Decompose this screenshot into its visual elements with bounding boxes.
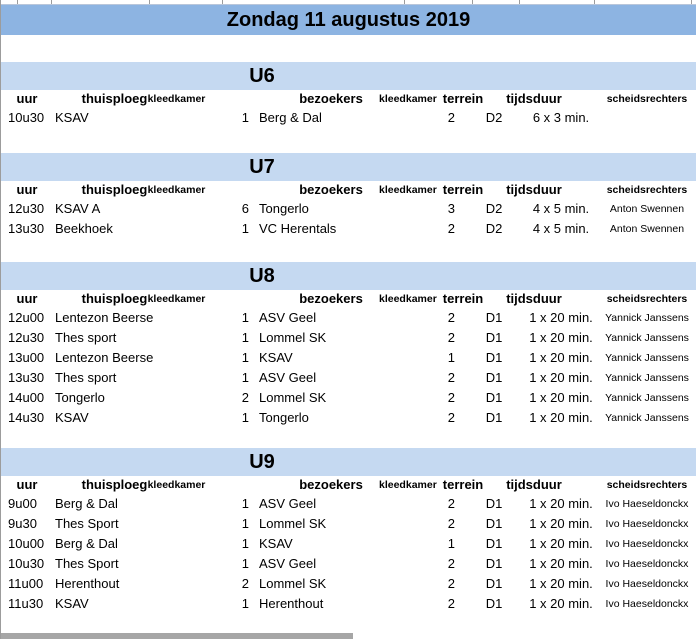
gridline: [594, 0, 595, 4]
cell-tijdsduur: 1 x 20 min.: [529, 516, 593, 531]
cell-terrein: D1: [485, 350, 503, 365]
table-row: [1, 108, 696, 128]
cell-tijdsduur: 4 x 5 min.: [532, 221, 590, 236]
col-header-thuisploeg: thuisploeg: [81, 477, 148, 492]
col-header-tijdsduur: tijdsduur: [506, 291, 562, 306]
cell-thuisploeg: Berg & Dal: [55, 536, 118, 551]
cell-bezoekers: ASV Geel: [259, 496, 317, 511]
date-title: Zondag 11 augustus 2019: [226, 8, 471, 31]
col-header-bezoekers: bezoekers: [299, 91, 363, 106]
cell-scheidsrechter: Yannick Janssens: [605, 312, 689, 324]
col-header-bezoekers: bezoekers: [299, 477, 363, 492]
section-title: U8: [249, 264, 275, 287]
cell-kleedkamer-bezoekers: 2: [447, 221, 455, 236]
cell-tijdsduur: 1 x 20 min.: [529, 576, 593, 591]
cell-bezoekers: ASV Geel: [259, 556, 317, 571]
cell-uur: 14u30: [8, 410, 45, 425]
cell-bezoekers: ASV Geel: [259, 310, 317, 325]
cell-bezoekers: Lommel SK: [259, 390, 327, 405]
table-row: [1, 219, 696, 239]
cell-bezoekers: Lommel SK: [259, 516, 327, 531]
cell-scheidsrechter: Ivo Haeseldonckx: [605, 578, 689, 590]
cell-uur: 13u00: [8, 350, 45, 365]
col-header-tijdsduur: tijdsduur: [506, 477, 562, 492]
age-group-section: [1, 262, 696, 428]
cell-kleedkamer-thuis: 1: [241, 221, 249, 236]
cell-kleedkamer-thuis: 1: [241, 410, 249, 425]
cell-scheidsrechter: Anton Swennen: [609, 223, 685, 235]
cell-kleedkamer-bezoekers: 2: [447, 390, 455, 405]
cell-thuisploeg: Thes sport: [55, 370, 117, 385]
table-row: [1, 408, 696, 428]
cell-bezoekers: Lommel SK: [259, 576, 327, 591]
cell-bezoekers: ASV Geel: [259, 370, 317, 385]
cell-uur: 10u30: [8, 110, 45, 125]
table-row: [1, 594, 696, 614]
cell-thuisploeg: Berg & Dal: [55, 496, 118, 511]
col-header-kleedkamer-thuis: kleedkamer: [147, 479, 206, 491]
column-header-row: [1, 181, 696, 199]
cell-kleedkamer-thuis: 2: [241, 390, 249, 405]
cell-kleedkamer-bezoekers: 2: [447, 516, 455, 531]
cell-kleedkamer-thuis: 1: [241, 596, 249, 611]
cell-kleedkamer-bezoekers: 1: [447, 536, 455, 551]
spreadsheet-grid-row: [1, 0, 696, 5]
cell-kleedkamer-bezoekers: 2: [447, 576, 455, 591]
cell-tijdsduur: 1 x 20 min.: [529, 496, 593, 511]
cell-kleedkamer-bezoekers: 2: [447, 370, 455, 385]
cell-bezoekers: KSAV: [259, 350, 293, 365]
cell-uur: 12u30: [8, 330, 45, 345]
col-header-kleedkamer-bezoekers: kleedkamer: [379, 479, 437, 491]
table-row: [1, 574, 696, 594]
cell-terrein: D2: [485, 221, 503, 236]
bottom-partial-row: [1, 633, 353, 639]
cell-scheidsrechter: Anton Swennen: [609, 203, 685, 215]
cell-terrein: D1: [485, 596, 503, 611]
table-row: [1, 514, 696, 534]
section-rows: [1, 308, 696, 428]
cell-scheidsrechter: Ivo Haeseldonckx: [605, 598, 689, 610]
col-header-terrein: terrein: [442, 182, 484, 197]
col-header-bezoekers: bezoekers: [299, 291, 363, 306]
cell-kleedkamer-thuis: 1: [241, 330, 249, 345]
section-rows: [1, 494, 696, 614]
gridline: [222, 0, 223, 4]
cell-tijdsduur: 1 x 20 min.: [529, 370, 593, 385]
cell-terrein: D1: [485, 390, 503, 405]
section-title: U7: [249, 155, 275, 178]
cell-terrein: D1: [485, 370, 503, 385]
gridline: [691, 0, 692, 4]
cell-thuisploeg: Beekhoek: [55, 221, 113, 236]
cell-kleedkamer-bezoekers: 1: [447, 350, 455, 365]
cell-bezoekers: VC Herentals: [259, 221, 337, 236]
cell-thuisploeg: KSAV: [55, 110, 89, 125]
col-header-terrein: terrein: [442, 477, 484, 492]
cell-kleedkamer-thuis: 1: [241, 516, 249, 531]
section-title-band: [1, 153, 696, 181]
cell-kleedkamer-thuis: 1: [241, 496, 249, 511]
cell-scheidsrechter: Ivo Haeseldonckx: [605, 518, 689, 530]
cell-kleedkamer-bezoekers: 2: [447, 596, 455, 611]
col-header-thuisploeg: thuisploeg: [81, 291, 148, 306]
cell-terrein: D1: [485, 330, 503, 345]
cell-uur: 11u30: [8, 596, 44, 611]
cell-scheidsrechter: Yannick Janssens: [605, 352, 689, 364]
cell-bezoekers: Tongerlo: [259, 201, 309, 216]
cell-thuisploeg: Thes sport: [55, 330, 117, 345]
col-header-thuisploeg: thuisploeg: [81, 91, 148, 106]
col-header-terrein: terrein: [442, 291, 484, 306]
col-header-kleedkamer-thuis: kleedkamer: [147, 93, 206, 105]
cell-scheidsrechter: Yannick Janssens: [605, 372, 689, 384]
section-title-band: [1, 448, 696, 476]
column-header-row: [1, 90, 696, 108]
cell-bezoekers: Herenthout: [259, 596, 324, 611]
cell-thuisploeg: KSAV: [55, 596, 89, 611]
cell-tijdsduur: 1 x 20 min.: [529, 410, 593, 425]
gridline: [51, 0, 52, 4]
col-header-kleedkamer-bezoekers: kleedkamer: [379, 93, 437, 105]
cell-tijdsduur: 1 x 20 min.: [529, 556, 593, 571]
schedule-sections: [1, 62, 696, 614]
cell-uur: 14u00: [8, 390, 45, 405]
cell-kleedkamer-bezoekers: 3: [447, 201, 455, 216]
cell-terrein: D1: [485, 310, 503, 325]
gridline: [519, 0, 520, 4]
cell-kleedkamer-thuis: 1: [241, 536, 249, 551]
cell-kleedkamer-thuis: 2: [241, 576, 249, 591]
col-header-tijdsduur: tijdsduur: [506, 182, 562, 197]
col-header-scheidsrechters: scheidsrechters: [606, 293, 688, 305]
col-header-uur: uur: [16, 291, 38, 306]
table-row: [1, 348, 696, 368]
cell-bezoekers: KSAV: [259, 536, 293, 551]
col-header-thuisploeg: thuisploeg: [81, 182, 148, 197]
cell-terrein: D1: [485, 516, 503, 531]
cell-kleedkamer-bezoekers: 2: [447, 110, 455, 125]
section-rows: [1, 108, 696, 128]
section-rows: [1, 199, 696, 239]
col-header-kleedkamer-bezoekers: kleedkamer: [379, 184, 437, 196]
cell-kleedkamer-thuis: 6: [241, 201, 249, 216]
col-header-terrein: terrein: [442, 91, 484, 106]
col-header-scheidsrechters: scheidsrechters: [606, 93, 688, 105]
cell-uur: 11u00: [8, 576, 44, 591]
cell-uur: 10u30: [8, 556, 45, 571]
cell-thuisploeg: KSAV: [55, 410, 89, 425]
col-header-kleedkamer-thuis: kleedkamer: [147, 184, 206, 196]
cell-bezoekers: Lommel SK: [259, 330, 327, 345]
cell-tijdsduur: 1 x 20 min.: [529, 330, 593, 345]
age-group-section: [1, 448, 696, 614]
gridline: [17, 0, 18, 4]
cell-tijdsduur: 1 x 20 min.: [529, 310, 593, 325]
cell-kleedkamer-thuis: 1: [241, 556, 249, 571]
cell-thuisploeg: Thes Sport: [55, 516, 119, 531]
cell-thuisploeg: Lentezon Beerse: [55, 350, 154, 365]
cell-scheidsrechter: Yannick Janssens: [605, 412, 689, 424]
cell-kleedkamer-thuis: 1: [241, 370, 249, 385]
section-title-band: [1, 262, 696, 290]
cell-bezoekers: Berg & Dal: [259, 110, 322, 125]
cell-kleedkamer-bezoekers: 2: [447, 330, 455, 345]
cell-scheidsrechter: Ivo Haeseldonckx: [605, 498, 689, 510]
cell-uur: 12u30: [8, 201, 45, 216]
table-row: [1, 388, 696, 408]
table-row: [1, 199, 696, 219]
cell-terrein: D2: [485, 201, 503, 216]
cell-uur: 10u00: [8, 536, 45, 551]
table-row: [1, 308, 696, 328]
cell-tijdsduur: 6 x 3 min.: [532, 110, 590, 125]
table-row: [1, 328, 696, 348]
col-header-kleedkamer-thuis: kleedkamer: [147, 293, 206, 305]
cell-kleedkamer-bezoekers: 2: [447, 410, 455, 425]
col-header-uur: uur: [16, 182, 38, 197]
cell-thuisploeg: KSAV A: [55, 201, 101, 216]
cell-bezoekers: Tongerlo: [259, 410, 309, 425]
cell-kleedkamer-bezoekers: 2: [447, 496, 455, 511]
table-row: [1, 494, 696, 514]
cell-terrein: D1: [485, 410, 503, 425]
cell-kleedkamer-bezoekers: 2: [447, 556, 455, 571]
table-row: [1, 368, 696, 388]
col-header-scheidsrechters: scheidsrechters: [606, 479, 688, 491]
cell-thuisploeg: Tongerlo: [55, 390, 105, 405]
cell-scheidsrechter: Yannick Janssens: [605, 392, 689, 404]
col-header-scheidsrechters: scheidsrechters: [606, 184, 688, 196]
col-header-kleedkamer-bezoekers: kleedkamer: [379, 293, 437, 305]
cell-terrein: D1: [485, 576, 503, 591]
section-title: U9: [249, 450, 275, 473]
cell-uur: 9u00: [8, 496, 37, 511]
col-header-uur: uur: [16, 91, 38, 106]
cell-kleedkamer-thuis: 1: [241, 310, 249, 325]
age-group-section: [1, 153, 696, 239]
cell-kleedkamer-thuis: 1: [241, 110, 249, 125]
cell-tijdsduur: 4 x 5 min.: [532, 201, 590, 216]
gridline: [149, 0, 150, 4]
col-header-tijdsduur: tijdsduur: [506, 91, 562, 106]
cell-uur: 13u30: [8, 221, 45, 236]
table-row: [1, 554, 696, 574]
cell-scheidsrechter: Ivo Haeseldonckx: [605, 538, 689, 550]
age-group-section: [1, 62, 696, 128]
col-header-bezoekers: bezoekers: [299, 182, 363, 197]
column-header-row: [1, 290, 696, 308]
cell-uur: 9u30: [8, 516, 37, 531]
cell-terrein: D1: [485, 556, 503, 571]
section-title-band: [1, 62, 696, 90]
date-title-band: [1, 5, 696, 35]
cell-terrein: D1: [485, 536, 503, 551]
cell-tijdsduur: 1 x 20 min.: [529, 596, 593, 611]
cell-uur: 13u30: [8, 370, 45, 385]
cell-thuisploeg: Herenthout: [55, 576, 120, 591]
cell-terrein: D2: [485, 110, 503, 125]
cell-tijdsduur: 1 x 20 min.: [529, 536, 593, 551]
cell-uur: 12u00: [8, 310, 45, 325]
col-header-uur: uur: [16, 477, 38, 492]
cell-terrein: D1: [485, 496, 503, 511]
cell-kleedkamer-bezoekers: 2: [447, 310, 455, 325]
cell-scheidsrechter: Yannick Janssens: [605, 332, 689, 344]
cell-tijdsduur: 1 x 20 min.: [529, 350, 593, 365]
cell-thuisploeg: Lentezon Beerse: [55, 310, 154, 325]
gridline: [472, 0, 473, 4]
cell-tijdsduur: 1 x 20 min.: [529, 390, 593, 405]
column-header-row: [1, 476, 696, 494]
gridline: [404, 0, 405, 4]
cell-thuisploeg: Thes Sport: [55, 556, 119, 571]
cell-scheidsrechter: Ivo Haeseldonckx: [605, 558, 689, 570]
cell-kleedkamer-thuis: 1: [241, 350, 249, 365]
section-title: U6: [249, 64, 275, 87]
table-row: [1, 534, 696, 554]
